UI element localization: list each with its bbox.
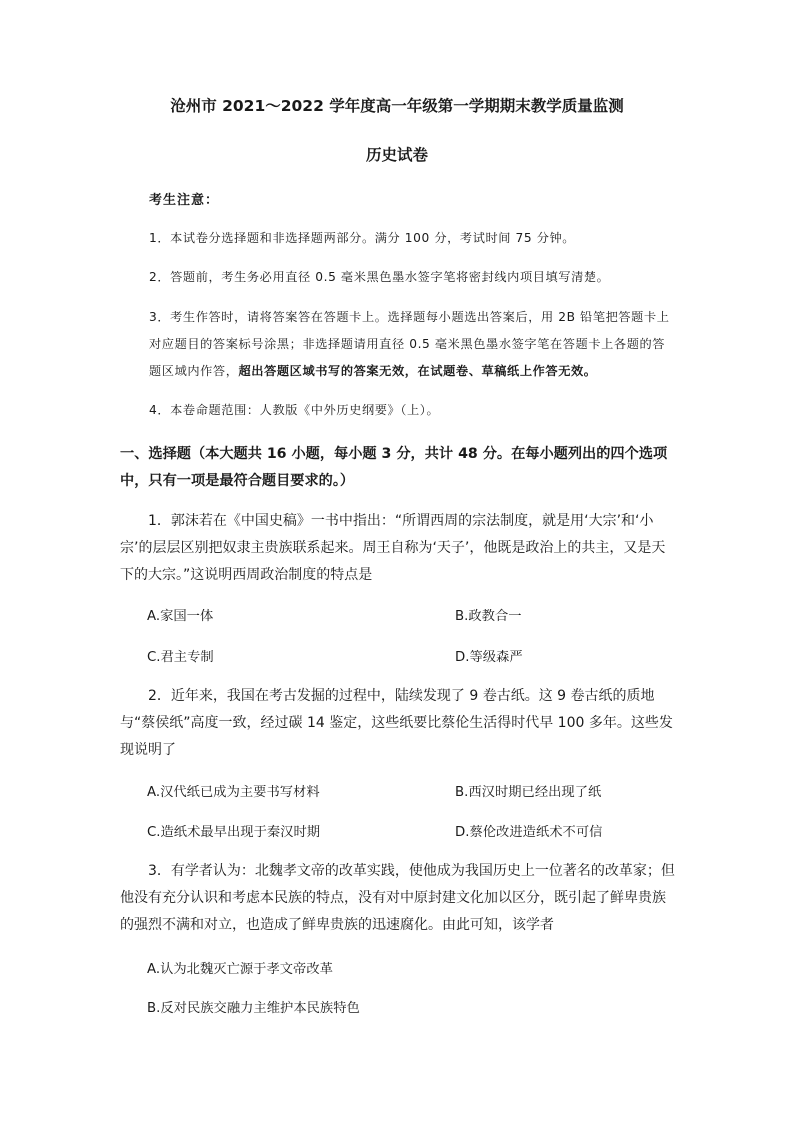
- question-3-stem: 3．有学者认为：北魏孝文帝的改革实践，使他成为我国历史上一位著名的改革家；但他没有充分认识和考虑本民族的特点，没有对中原封建文化加以区分，既引起了鲜卑贵族的强烈不满和对立，也造成了鲜卑贵族的迅速腐化。由此可知，该学者: [120, 863, 675, 933]
- question-2-option-b: B.西汉时期已经出现了纸: [455, 785, 602, 800]
- exam-title: 沧州市 2021～2022 学年度高一年级第一学期期末教学质量监测: [170, 97, 624, 115]
- notice-item-3-text: 3．考生作答时，请将答案答在答题卡上。选择题每小题选出答案后，用 2B 铅笔把答题卡上对应题目的答案标号涂黑；非选择题请用直径 0.5 毫米黑色墨水签字笔在答题卡上各题的答题区域内作答，: [149, 310, 670, 378]
- question-2: [120, 683, 678, 764]
- question-1-stem: 1．郭沫若在《中国史稿》一书中指出：“所谓西周的宗法制度，就是用‘大宗’和‘小宗’的层层区别把奴隶主贵族联系起来。周王自称为‘天子’，他既是政治上的共主，又是天下的大宗。”这说明西周政治制度的特点是: [120, 513, 666, 583]
- notice-item-3: [149, 304, 675, 385]
- notice-item-1: 1．本试卷分选择题和非选择题两部分。满分 100 分，考试时间 75 分钟。: [149, 231, 576, 245]
- question-3-option-a: A.认为北魏灭亡源于孝文帝改革: [147, 962, 333, 977]
- question-2-stem: 2．近年来，我国在考古发掘的过程中，陆续发现了 9 卷古纸。这 9 卷古纸的质地与“蔡侯纸”高度一致，经过碳 14 鉴定，这些纸要比蔡伦生活得时代早 100 多年。这些发现说明了: [120, 688, 673, 758]
- question-2-option-a: A.汉代纸已成为主要书写材料: [147, 785, 320, 800]
- exam-subject: 历史试卷: [365, 146, 428, 164]
- question-1-option-c: C.君主专制: [147, 650, 214, 665]
- question-2-option-c: C.造纸术最早出现于秦汉时期: [147, 825, 321, 840]
- question-2-option-d: D.蔡伦改进造纸术不可信: [455, 825, 603, 840]
- question-1-option-b: B.政教合一: [455, 609, 522, 624]
- notice-heading: 考生注意：: [149, 193, 220, 208]
- notice-item-3-emphasis: 超出答题区域书写的答案无效，在试题卷、草稿纸上作答无效。: [238, 364, 597, 378]
- notice-item-2: 2．答题前，考生务必用直径 0.5 毫米黑色墨水签字笔将密封线内项目填写清楚。: [149, 270, 610, 284]
- question-3: [120, 858, 678, 939]
- question-3-option-b: B.反对民族交融力主维护本民族特色: [147, 1001, 360, 1016]
- notice-item-4: 4．本卷命题范围：人教版《中外历史纲要》（上）。: [149, 403, 440, 417]
- question-1-option-d: D.等级森严: [455, 650, 523, 665]
- question-1: [120, 508, 678, 589]
- section-heading: 一、选择题（本大题共 16 小题，每小题 3 分，共计 48 分。在每小题列出的四个选项中，只有一项是最符合题目要求的。）: [120, 446, 668, 489]
- question-1-option-a: A.家国一体: [147, 609, 214, 624]
